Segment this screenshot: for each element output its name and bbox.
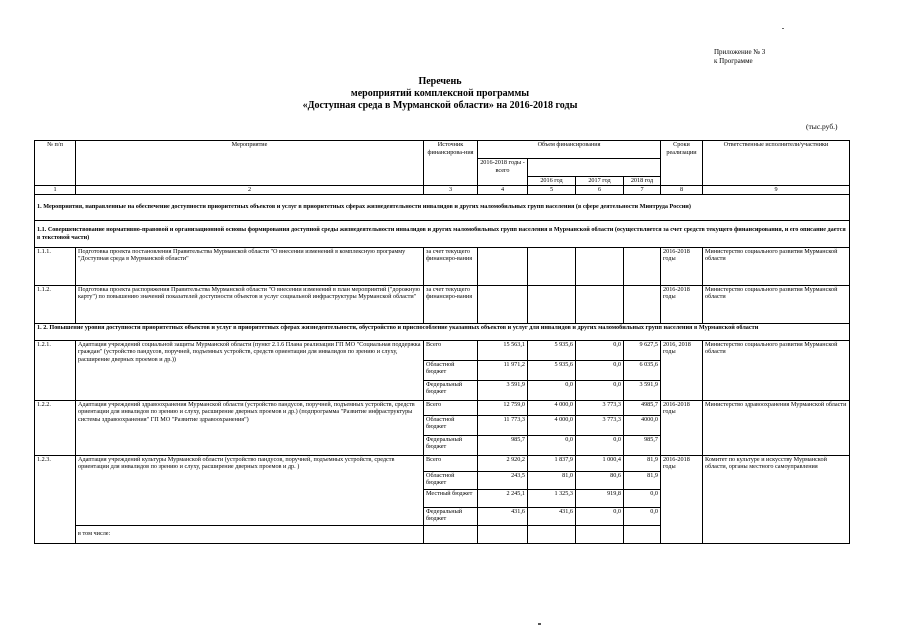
header-2017: 2017 год — [576, 177, 624, 186]
header-executors: Ответственные исполнители/участники — [703, 141, 850, 186]
cell-2018: 4985,7 — [624, 400, 661, 415]
row-num: 1.1.1. — [35, 247, 76, 285]
colnum: 9 — [703, 186, 850, 195]
row-num: 1.2.1. — [35, 340, 76, 400]
header-years-space — [528, 159, 661, 177]
cell-2016: 4 000,0 — [528, 415, 576, 435]
colnum: 5 — [528, 186, 576, 195]
scan-mark — [782, 28, 784, 29]
cell-total: 2 245,1 — [478, 489, 528, 507]
table-row — [35, 285, 850, 323]
cell-2018: 6 035,6 — [624, 360, 661, 380]
cell-2016: 5 935,6 — [528, 340, 576, 360]
row-source: Всего — [424, 340, 478, 360]
cell-2018: 81,9 — [624, 471, 661, 489]
cell-2017: 0,0 — [576, 340, 624, 360]
title-line1: Перечень — [418, 76, 462, 87]
cell-total: 243,5 — [478, 471, 528, 489]
cell-2017: 3 773,3 — [576, 400, 624, 415]
cell-total: 3 591,9 — [478, 380, 528, 400]
cell-total: 985,7 — [478, 435, 528, 455]
header-row — [35, 141, 850, 159]
row-text: Адаптация учреждений здравоохранения Мурманской области (устройство пандусов, поручней, подъемных устройств, средств ориентации для инвалидов по зрению и слуху, расширение дверных проемов и др.) (подпрограмма "Развитие инфраструктуры системы здравоохранения" ГП МО "Развитие здравоохранения") — [76, 400, 424, 455]
row-text: Подготовка проекта постановления Правительства Мурманской области "О внесении изменений в комплексную программу "Доступная среда в Мурманской области" — [76, 247, 424, 285]
cell-2017: 0,0 — [576, 435, 624, 455]
table-row — [35, 400, 850, 415]
row-terms: 2016-2018 годы — [661, 400, 703, 455]
row-source: за счет текущего финансиро-вания — [424, 285, 478, 323]
header-volume: Объем финансирования — [478, 141, 661, 159]
cell-2016: 0,0 — [528, 435, 576, 455]
cell-2016: 81,0 — [528, 471, 576, 489]
cell-2018: 9 627,5 — [624, 340, 661, 360]
title-line3: «Доступная среда в Мурманской области» на 2016-2018 годы — [302, 100, 578, 111]
cell-2016: 431,6 — [528, 507, 576, 525]
section-row — [35, 194, 850, 220]
table-row — [35, 455, 850, 471]
section-row — [35, 323, 850, 340]
row-exec: Министерство социального развития Мурманской области — [703, 285, 850, 323]
title-line2: мероприятий комплексной программы — [350, 88, 530, 99]
row-exec: Министерство социального развития Мурманской области — [703, 247, 850, 285]
row-source: Местный бюджет — [424, 489, 478, 507]
colnum: 6 — [576, 186, 624, 195]
cell-2016: 1 325,3 — [528, 489, 576, 507]
row-source: Федеральный бюджет — [424, 507, 478, 525]
row-source: Всего — [424, 400, 478, 415]
appendix-line2: к Программе — [714, 57, 753, 65]
cell-2018: 0,0 — [624, 489, 661, 507]
cell-2018: 81,9 — [624, 455, 661, 471]
cell-total: 11 773,3 — [478, 415, 528, 435]
unit-label: (тыс.руб.) — [806, 122, 838, 131]
row-text: Адаптация учреждений социальной защиты Мурманской области (пункт 2.1.6 Плана реализации ГП МО "Социальная поддержка граждан" (устройство пандусов, поручней, подъемных устройств, средств ориентации для инвалидов по зрению и слуху, расширение дверных проемов и др.)) — [76, 340, 424, 400]
cell-2017: 919,8 — [576, 489, 624, 507]
scan-mark — [538, 623, 541, 625]
row-text: Подготовка проекта распоряжения Правительства Мурманской области "О внесении изменений в план мероприятий ("дорожную карту") по повышению значений показателей доступности объектов и услуг социальной инфраструктуры Мурманской области" — [76, 285, 424, 323]
including-label: в том числе: — [76, 525, 424, 543]
row-terms: 2016-2018 годы — [661, 455, 703, 543]
header-num: № п/п — [35, 141, 76, 186]
row-exec: Комитет по культуре и искусству Мурманской области, органы местного самоуправления — [703, 455, 850, 543]
colnum: 8 — [661, 186, 703, 195]
table-row — [35, 247, 850, 285]
cell-total: 11 971,2 — [478, 360, 528, 380]
cell-2018: 0,0 — [624, 507, 661, 525]
column-number-row — [35, 186, 850, 195]
row-exec: Министерство социального развития Мурманской области — [703, 340, 850, 400]
cell-total: 2 920,2 — [478, 455, 528, 471]
row-source: Федеральный бюджет — [424, 435, 478, 455]
cell-total: 431,6 — [478, 507, 528, 525]
cell-2016: 4 000,0 — [528, 400, 576, 415]
row-text: Адаптация учреждений культуры Мурманской области (устройство пандусов, поручней, подъемных устройств, средств ориентации для инвалидов по зрению и слуху, расширение дверных проемов и др. ) — [76, 455, 424, 525]
cell-total: 15 563,1 — [478, 340, 528, 360]
row-source: Областной бюджет — [424, 360, 478, 380]
cell-2017: 0,0 — [576, 360, 624, 380]
section-1-1: 1.1. Совершенствование нормативно-правовой и организационной основы формирования доступной среды жизнедеятельности инвалидов и других маломобильных групп населения в Мурманской области (осуществляется за счет средств текущего финансирования, и его описание дается в текстовой части) — [35, 220, 850, 247]
cell-2017: 80,6 — [576, 471, 624, 489]
program-table — [34, 140, 850, 544]
header-total: 2016-2018 годы - всего — [478, 159, 528, 186]
appendix-line1: Приложение № 3 — [714, 48, 766, 56]
row-terms: 2016-2018 годы — [661, 247, 703, 285]
cell-2016: 0,0 — [528, 380, 576, 400]
header-source: Источник финансирова-ния — [424, 141, 478, 186]
section-1: 1. Мероприятия, направленные на обеспечение доступности приоритетных объектов и услуг в приоритетных сферах жизнедеятельности инвалидов и других маломобильных групп населения (в сфере деятельности Минтруда России) — [35, 194, 850, 220]
cell-2017: 1 000,4 — [576, 455, 624, 471]
row-num: 1.2.2. — [35, 400, 76, 455]
cell-total: 12 759,0 — [478, 400, 528, 415]
cell-2016: 5 935,6 — [528, 360, 576, 380]
section-row — [35, 220, 850, 247]
row-terms: 2016, 2018 годы — [661, 340, 703, 400]
row-source: Федеральный бюджет — [424, 380, 478, 400]
appendix-note — [714, 48, 765, 66]
row-source: Областной бюджет — [424, 415, 478, 435]
row-num: 1.2.3. — [35, 455, 76, 543]
cell-2016: 1 837,9 — [528, 455, 576, 471]
header-2016: 2016 год — [528, 177, 576, 186]
cell-2018: 4000,0 — [624, 415, 661, 435]
header-terms: Сроки реализации — [661, 141, 703, 186]
header-measure: Мероприятие — [76, 141, 424, 186]
row-source: Всего — [424, 455, 478, 471]
row-source: за счет текущего финансиро-вания — [424, 247, 478, 285]
row-exec: Министерство здравоохранения Мурманской области — [703, 400, 850, 455]
colnum: 7 — [624, 186, 661, 195]
colnum: 3 — [424, 186, 478, 195]
colnum: 1 — [35, 186, 76, 195]
row-terms: 2016-2018 годы — [661, 285, 703, 323]
colnum: 2 — [76, 186, 424, 195]
page-title — [0, 76, 880, 112]
cell-2018: 3 591,9 — [624, 380, 661, 400]
cell-2017: 3 773,3 — [576, 415, 624, 435]
cell-2017: 0,0 — [576, 507, 624, 525]
header-2018: 2018 год — [624, 177, 661, 186]
section-1-2: 1. 2. Повышение уровня доступности приоритетных объектов и услуг в приоритетных сферах жизнедеятельности, обустройство и приспособление указанных объектов и услуг для инвалидов и других маломобильных групп населения в Мурманской области — [35, 323, 850, 340]
cell-2018: 985,7 — [624, 435, 661, 455]
table-row — [35, 340, 850, 360]
row-source: Областной бюджет — [424, 471, 478, 489]
cell-2017: 0,0 — [576, 380, 624, 400]
row-num: 1.1.2. — [35, 285, 76, 323]
colnum: 4 — [478, 186, 528, 195]
